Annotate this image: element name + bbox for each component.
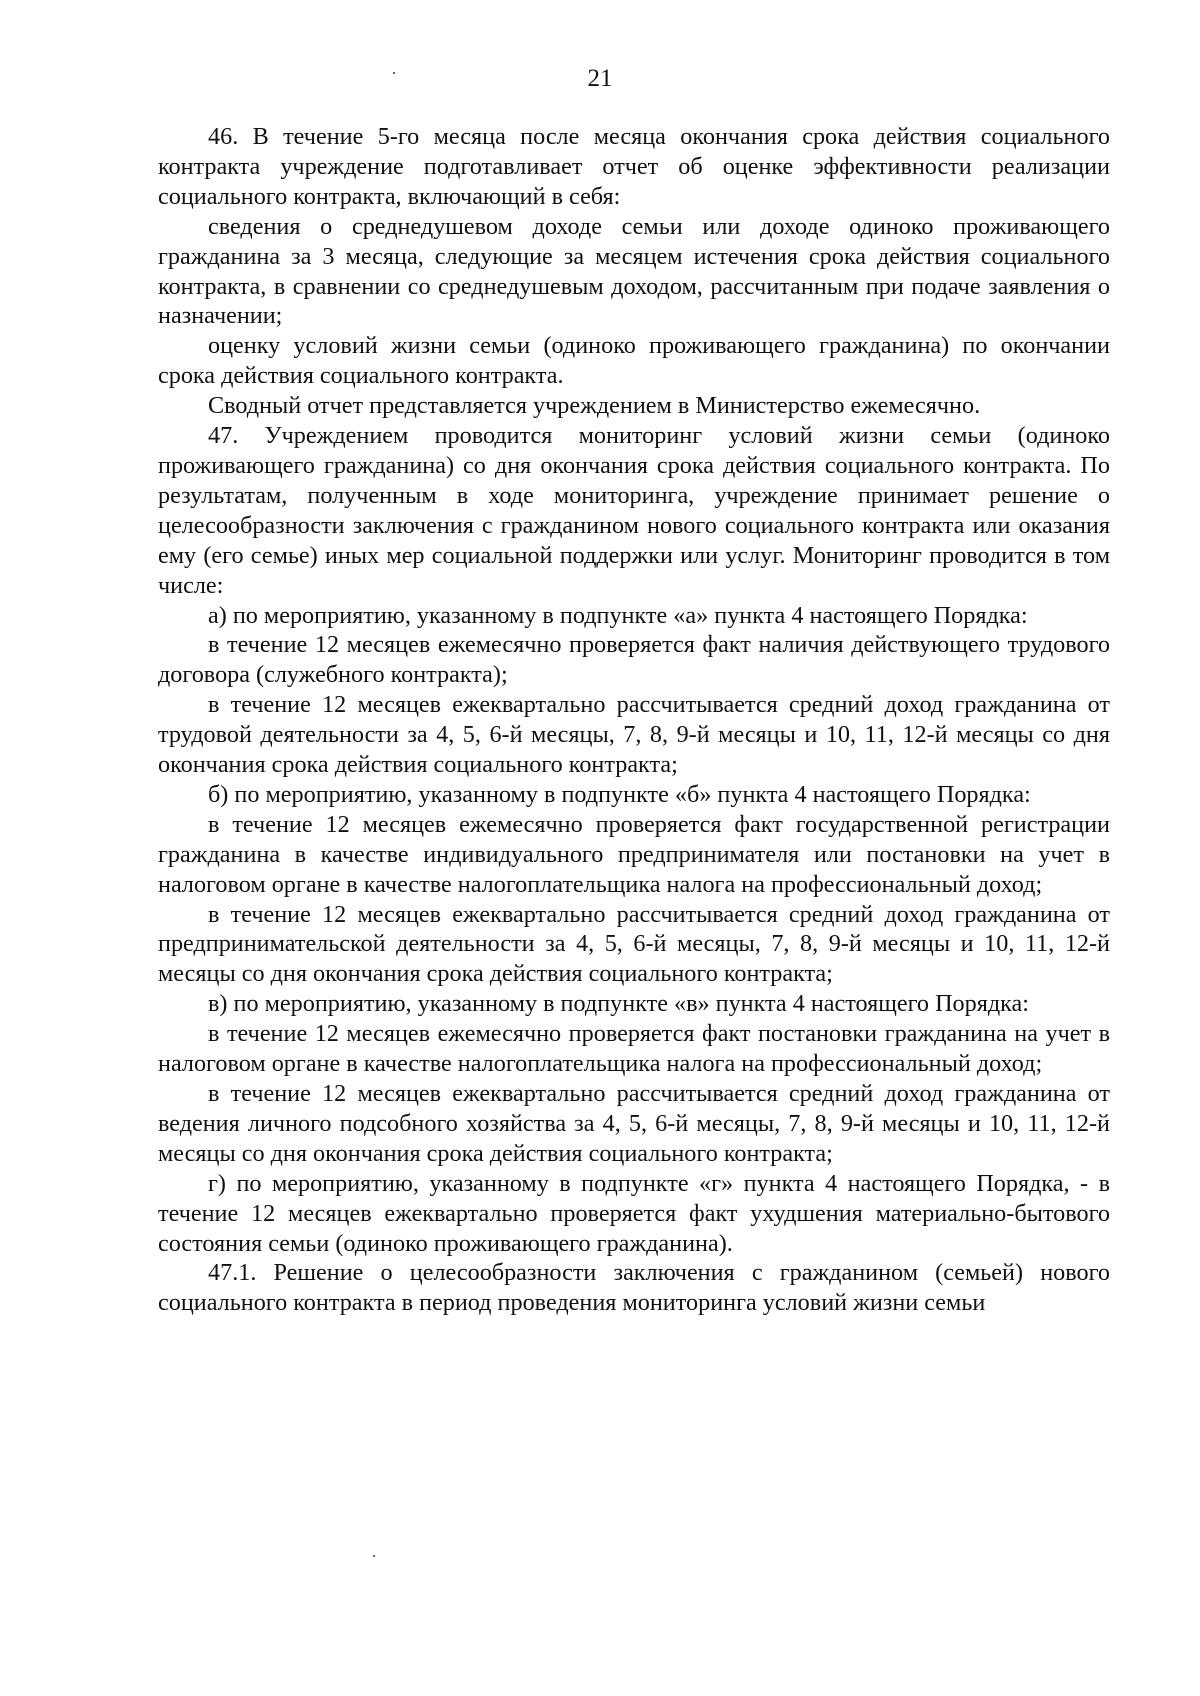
paragraph-47-v-quarterly: в течение 12 месяцев ежеквартально рассчитывается средний доход гражданина от ведения личного подсобного хозяйства за 4, 5, 6-й месяцы, 7, 8, 9-й месяцы и 10, 11, 12-й месяцы со дня окончания срока действия социального контракта; [158,1080,1110,1167]
paragraph-47-a-quarterly: в течение 12 месяцев ежеквартально рассчитывается средний доход гражданина от трудовой деятельности за 4, 5, 6-й месяцы, 7, 8, 9-й месяцы и 10, 11, 12-й месяцы со дня окончания срока действия социального контракта; [158,691,1110,779]
paragraph-47-g: г) по мероприятию, указанному в подпункте «г» пункта 4 настоящего Порядка, - в течение 12 месяцев ежеквартально проверяется факт ухудшения материально-бытового состояния семьи (одиноко проживающего гражданина). [158,1169,1110,1257]
paragraph-46-summary-report: Сводный отчет представляется учреждением в Министерство ежемесячно. [208,392,981,420]
paragraph-47: 47. Учреждением проводится мониторинг условий жизни семьи (одиноко проживающего гражданина) со дня окончания срока действия социального контракта. По результатам, полученным в ходе мониторинга, учреждение принимает решение о целесообразности заключения с гражданином нового социального контракта или оказания ему (его семье) иных мер социальной поддержки или услуг. Мониторинг проводится в том числе: [158,422,1110,599]
page-number: 21 [587,65,613,92]
paragraph-46: 46. В течение 5-го месяца после месяца окончания срока действия социального контракта учреждение подготавливает отчет об оценке эффективности реализации социального контракта, включающий в себя: [158,123,1110,210]
paragraph-47-a: а) по мероприятию, указанному в подпункте «а» пункта 4 настоящего Порядка: [208,601,1028,629]
paragraph-47-a-monthly: в течение 12 месяцев ежемесячно проверяется факт наличия действующего трудового договора (служебного контракта); [158,631,1110,689]
paragraph-46-income-info: сведения о среднедушевом доходе семьи или доходе одиноко проживающего гражданина за 3 месяца, следующие за месяцем истечения срока действия социального контракта, в сравнении со среднедушевым доходом, рассчитанным при подаче заявления о назначении; [158,212,1110,330]
paragraph-47-b-quarterly: в течение 12 месяцев ежеквартально рассчитывается средний доход гражданина от предпринимательской деятельности за 4, 5, 6-й месяцы, 7, 8, 9-й месяцы и 10, 11, 12-й месяцы со дня окончания срока действия социального контракта; [158,900,1110,988]
paragraph-47-v-monthly: в течение 12 месяцев ежемесячно проверяется факт постановки гражданина на учет в налоговом органе в качестве налогоплательщика налога на профессиональный доход; [158,1020,1110,1078]
paragraph-47-b: б) по мероприятию, указанному в подпункте «б» пункта 4 настоящего Порядка: [208,780,1031,808]
paragraph-47-v: в) по мероприятию, указанному в подпункте «в» пункта 4 настоящего Порядка: [208,990,1030,1018]
scan-speck [373,1555,375,1557]
document-body [158,122,1110,1318]
paragraph-47-b-monthly: в течение 12 месяцев ежемесячно проверяется факт государственной регистрации гражданина в качестве индивидуального предпринимателя или постановки на учет в налоговом органе в качестве налогоплательщика налога на профессиональный доход; [158,810,1110,898]
paragraph-46-living-conditions: оценку условий жизни семьи (одиноко проживающего гражданина) по окончании срока действия социального контракта. [158,332,1110,390]
paragraph-47-1: 47.1. Решение о целесообразности заключения с гражданином (семьей) нового социального контракта в период проведения мониторинга условий жизни семьи [158,1259,1110,1317]
